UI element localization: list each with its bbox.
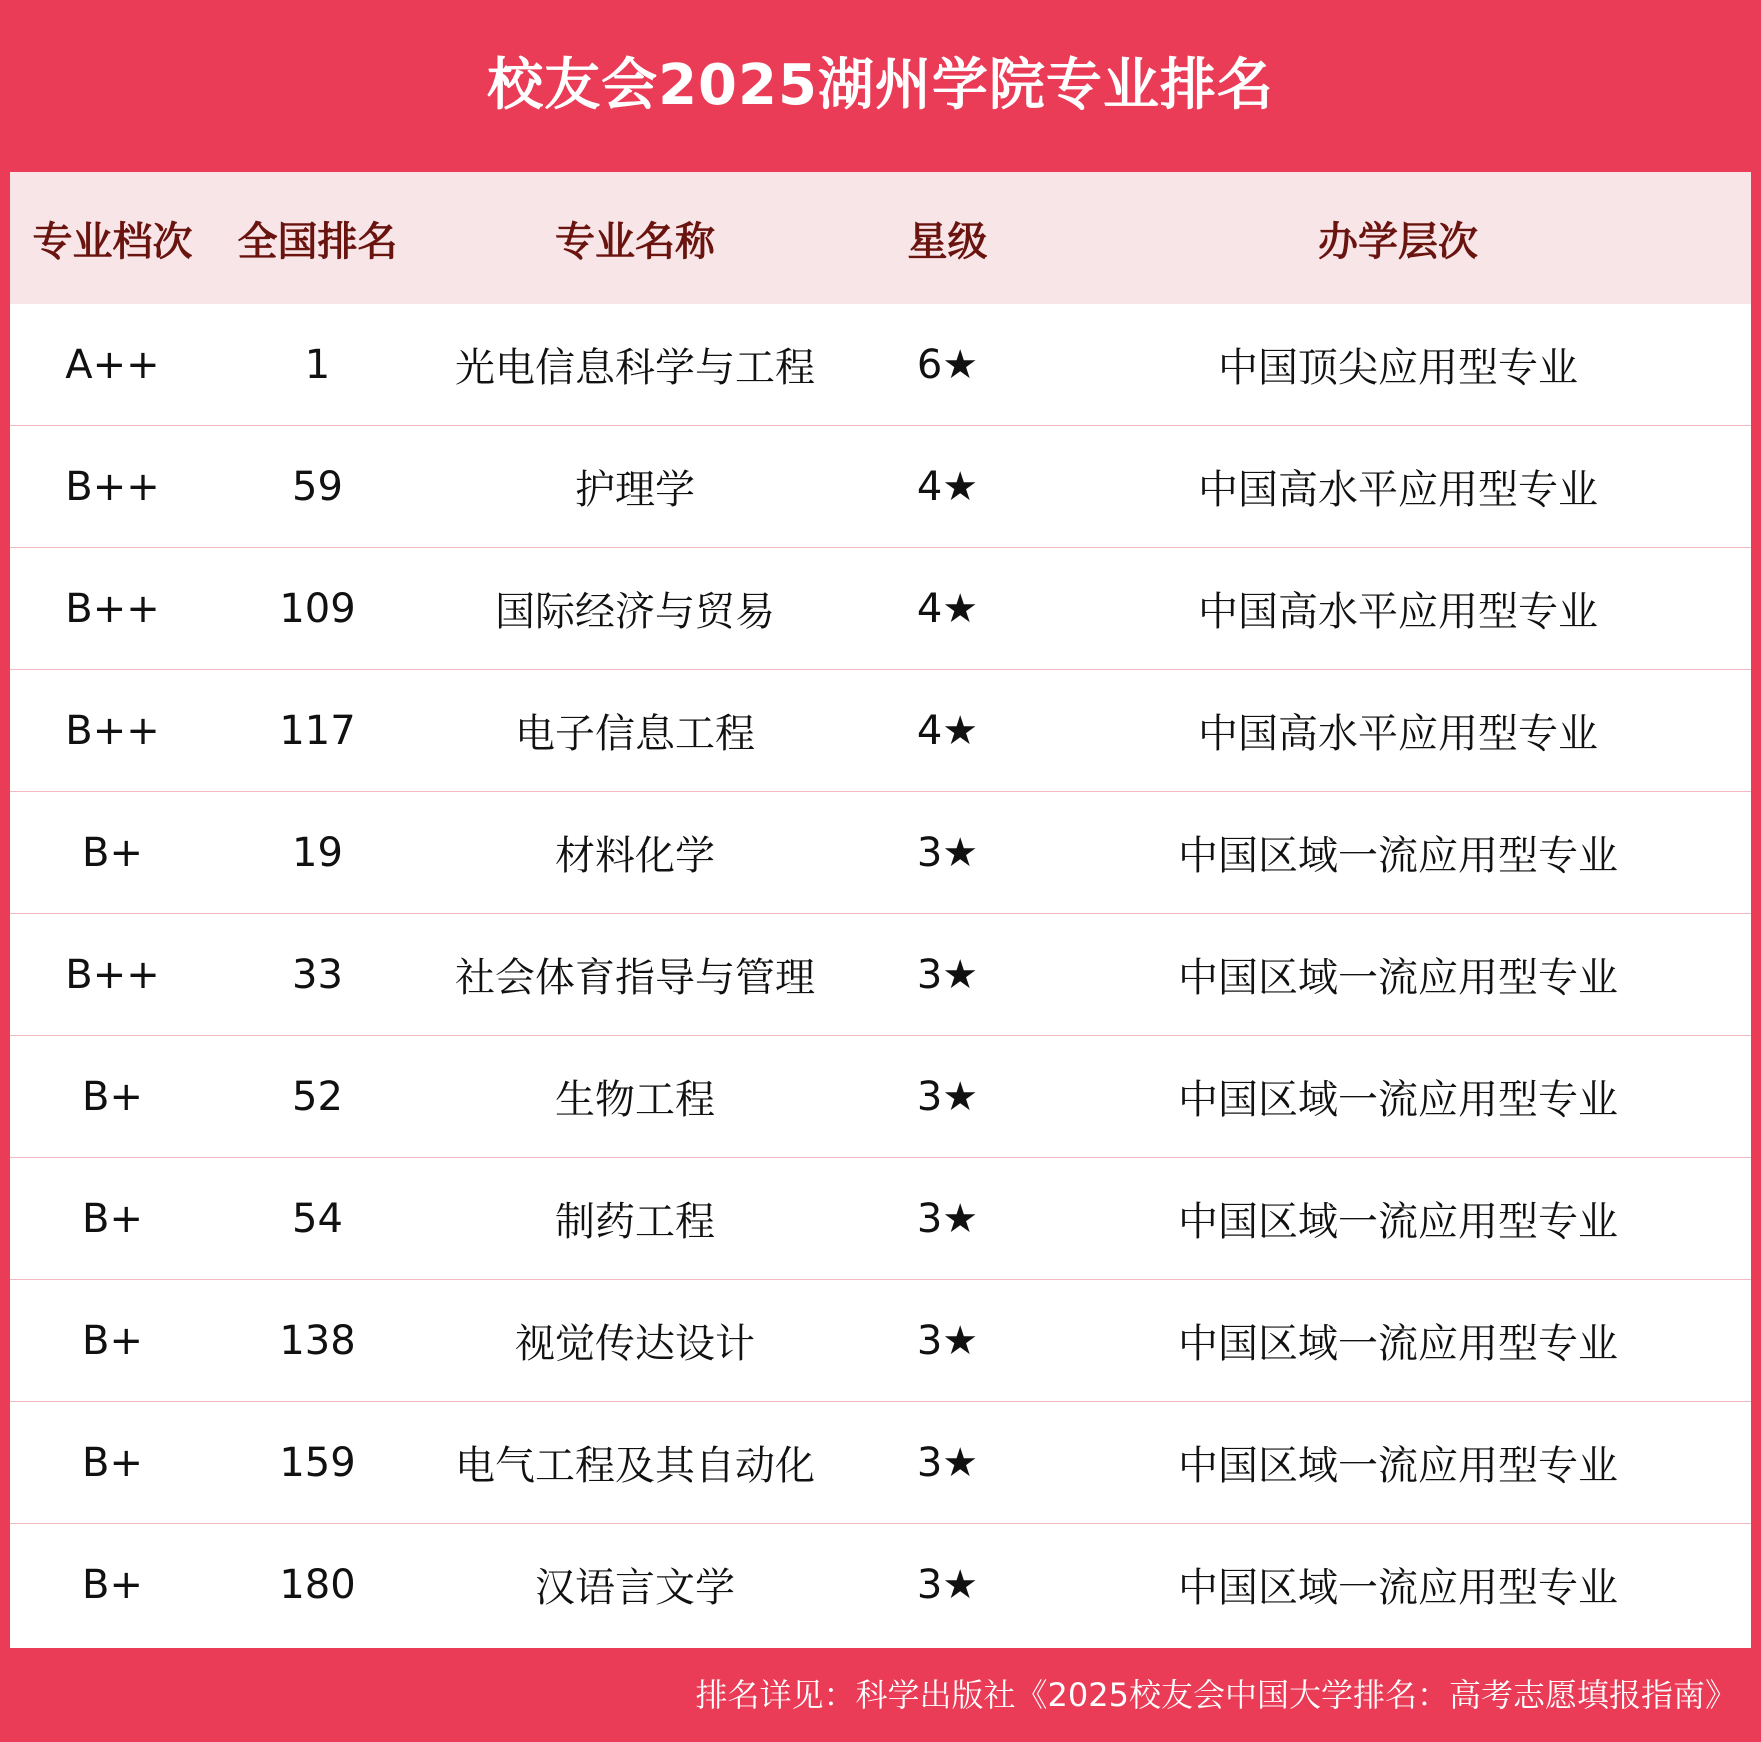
table-header-row — [10, 172, 1751, 304]
header-major-name: 专业名称 — [420, 172, 850, 304]
cell-major: 电气工程及其自动化 — [420, 1402, 850, 1524]
table-row — [10, 914, 1751, 1036]
cell-rank: 52 — [215, 1036, 420, 1158]
cell-level: 中国区域一流应用型专业 — [1045, 1402, 1751, 1524]
cell-major: 光电信息科学与工程 — [455, 345, 815, 391]
cell-stars: 6★ — [916, 341, 979, 388]
table-row — [10, 1280, 1751, 1402]
cell-stars: 4★ — [850, 426, 1045, 548]
cell-major: 材料化学 — [420, 792, 850, 914]
cell-stars: 3★ — [850, 1402, 1045, 1524]
cell-rank: 59 — [215, 426, 420, 548]
cell-level: 中国高水平应用型专业 — [1045, 426, 1751, 548]
table-row — [10, 548, 1751, 670]
table-row — [10, 670, 1751, 792]
page-title: 校友会2025湖州学院专业排名 — [487, 53, 1274, 118]
cell-major: 电子信息工程 — [420, 670, 850, 792]
cell-level: 中国顶尖应用型专业 — [1218, 345, 1578, 391]
header-school-level: 办学层次 — [1045, 172, 1751, 304]
cell-stars: 3★ — [850, 914, 1045, 1036]
cell-rank: 1 — [304, 341, 331, 388]
source-note: 排名详见：科学出版社《2025校友会中国大学排名：高考志愿填报指南》 — [695, 1676, 1737, 1714]
cell-level: 中国区域一流应用型专业 — [1045, 1036, 1751, 1158]
cell-grade: B+ — [10, 1158, 215, 1280]
cell-stars: 4★ — [850, 670, 1045, 792]
cell-level: 中国高水平应用型专业 — [1045, 670, 1751, 792]
cell-level: 中国区域一流应用型专业 — [1045, 1524, 1751, 1646]
cell-rank: 54 — [215, 1158, 420, 1280]
table-row — [10, 792, 1751, 914]
header-major-grade: 专业档次 — [10, 172, 215, 304]
cell-stars: 3★ — [850, 792, 1045, 914]
cell-grade: B+ — [10, 1524, 215, 1646]
cell-rank: 159 — [215, 1402, 420, 1524]
cell-grade: B+ — [10, 1280, 215, 1402]
table-row — [10, 304, 1751, 426]
cell-stars: 4★ — [850, 548, 1045, 670]
cell-major: 护理学 — [420, 426, 850, 548]
cell-rank: 19 — [215, 792, 420, 914]
cell-stars: 3★ — [850, 1036, 1045, 1158]
cell-stars: 3★ — [850, 1524, 1045, 1646]
cell-major: 国际经济与贸易 — [420, 548, 850, 670]
cell-stars: 3★ — [850, 1158, 1045, 1280]
cell-level: 中国高水平应用型专业 — [1045, 548, 1751, 670]
table-row — [10, 1524, 1751, 1646]
cell-grade: A++ — [65, 341, 160, 388]
cell-grade: B++ — [10, 548, 215, 670]
table-row — [10, 1158, 1751, 1280]
table-row — [10, 426, 1751, 548]
header-national-rank: 全国排名 — [215, 172, 420, 304]
cell-rank: 109 — [215, 548, 420, 670]
cell-major: 视觉传达设计 — [420, 1280, 850, 1402]
cell-grade: B++ — [10, 914, 215, 1036]
cell-rank: 33 — [215, 914, 420, 1036]
ranking-table-container — [10, 172, 1751, 1648]
cell-rank: 117 — [215, 670, 420, 792]
cell-rank: 180 — [215, 1524, 420, 1646]
cell-level: 中国区域一流应用型专业 — [1045, 1280, 1751, 1402]
cell-major: 社会体育指导与管理 — [420, 914, 850, 1036]
cell-level: 中国区域一流应用型专业 — [1045, 914, 1751, 1036]
cell-grade: B++ — [10, 670, 215, 792]
cell-stars: 3★ — [850, 1280, 1045, 1402]
cell-rank: 138 — [215, 1280, 420, 1402]
table-row — [10, 1402, 1751, 1524]
cell-major: 汉语言文学 — [420, 1524, 850, 1646]
cell-grade: B+ — [10, 1402, 215, 1524]
ranking-table — [10, 172, 1751, 1645]
cell-level: 中国区域一流应用型专业 — [1045, 792, 1751, 914]
cell-grade: B+ — [10, 792, 215, 914]
cell-major: 制药工程 — [420, 1158, 850, 1280]
cell-grade: B++ — [10, 426, 215, 548]
header-star-level: 星级 — [850, 172, 1045, 304]
cell-major: 生物工程 — [420, 1036, 850, 1158]
cell-level: 中国区域一流应用型专业 — [1045, 1158, 1751, 1280]
cell-grade: B+ — [10, 1036, 215, 1158]
table-row — [10, 1036, 1751, 1158]
